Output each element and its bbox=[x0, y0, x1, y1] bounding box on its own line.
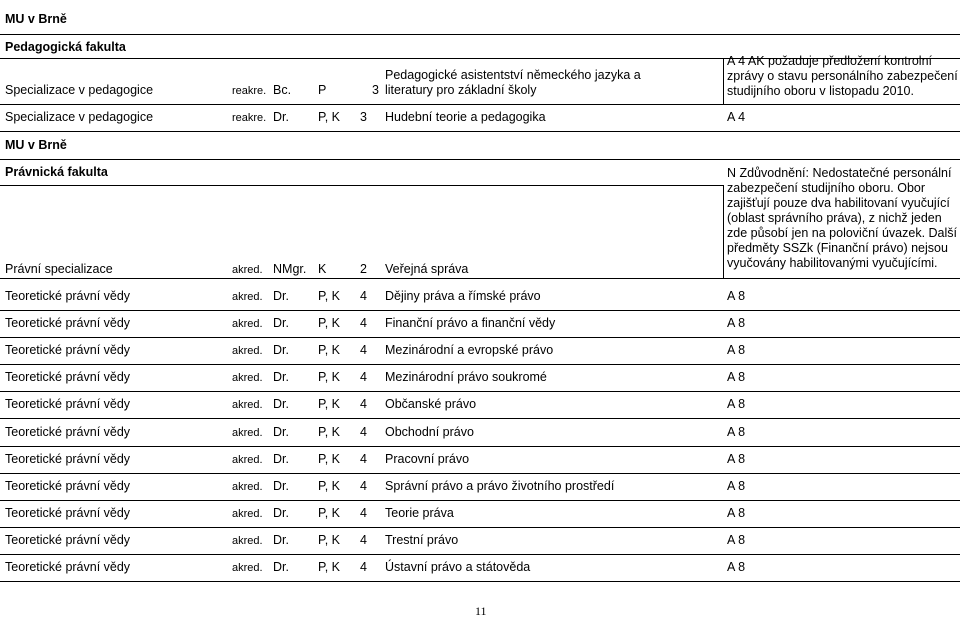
university-heading-1: MU v Brně bbox=[5, 12, 67, 26]
cell-level: Dr. bbox=[273, 479, 289, 493]
cell-program-line1: Pedagogické asistentství německého jazyka a bbox=[385, 68, 641, 82]
cell-years: 4 bbox=[360, 289, 367, 303]
cell-years: 4 bbox=[360, 452, 367, 466]
cell-type: akred. bbox=[232, 427, 263, 439]
cell-years: 4 bbox=[360, 316, 367, 330]
university-heading-2: MU v Brně bbox=[5, 138, 67, 152]
cell-years: 4 bbox=[360, 397, 367, 411]
cell-type: akred. bbox=[232, 264, 263, 276]
note-line: (oblast správního práva), z nichž jeden bbox=[727, 211, 942, 225]
cell-type: akred. bbox=[232, 372, 263, 384]
faculty-heading-pedagogicka: Pedagogická fakulta bbox=[5, 40, 126, 54]
divider bbox=[0, 337, 960, 338]
cell-years: 4 bbox=[360, 479, 367, 493]
cell-years: 4 bbox=[360, 506, 367, 520]
note-line: vyučovány habilitovanými vyučujícími. bbox=[727, 256, 938, 270]
divider bbox=[0, 391, 960, 392]
cell-program: Hudební teorie a pedagogika bbox=[385, 110, 546, 124]
cell-type: akred. bbox=[232, 291, 263, 303]
cell-type: akred. bbox=[232, 562, 263, 574]
note-line: N Zdůvodnění: Nedostatečné personální bbox=[727, 166, 952, 180]
divider bbox=[0, 418, 960, 419]
cell-form: P, K bbox=[318, 560, 341, 574]
page-number: 11 bbox=[475, 604, 487, 618]
cell-program: Trestní právo bbox=[385, 533, 459, 547]
cell-spec: Teoretické právní vědy bbox=[5, 343, 131, 357]
cell-type: reakre. bbox=[232, 112, 267, 124]
cell-type: akred. bbox=[232, 535, 263, 547]
divider bbox=[0, 527, 960, 528]
cell-program-line2: literatury pro základní školy bbox=[385, 83, 537, 97]
cell-program: Veřejná správa bbox=[385, 262, 469, 276]
cell-level: NMgr. bbox=[273, 262, 307, 276]
cell-type: akred. bbox=[232, 454, 263, 466]
cell-note: A 8 bbox=[727, 452, 746, 466]
cell-program: Dějiny práva a římské právo bbox=[385, 289, 541, 303]
cell-spec: Specializace v pedagogice bbox=[5, 83, 154, 97]
cell-form: P, K bbox=[318, 397, 341, 411]
cell-note: A 8 bbox=[727, 316, 746, 330]
cell-spec: Specializace v pedagogice bbox=[5, 110, 154, 124]
cell-program: Obchodní právo bbox=[385, 425, 474, 439]
column-divider bbox=[723, 58, 724, 104]
cell-spec: Teoretické právní vědy bbox=[5, 289, 131, 303]
cell-spec: Právní specializace bbox=[5, 262, 113, 276]
cell-years: 4 bbox=[360, 370, 367, 384]
cell-spec: Teoretické právní vědy bbox=[5, 425, 131, 439]
divider bbox=[0, 310, 960, 311]
cell-type: akred. bbox=[232, 481, 263, 493]
cell-level: Dr. bbox=[273, 110, 289, 124]
cell-level: Dr. bbox=[273, 370, 289, 384]
cell-spec: Teoretické právní vědy bbox=[5, 397, 131, 411]
cell-note: A 8 bbox=[727, 506, 746, 520]
cell-form: P, K bbox=[318, 289, 341, 303]
cell-note-line1: A 4 AK požaduje předložení kontrolní bbox=[727, 54, 933, 68]
note-line: zde působí jen na poloviční úvazek. Další bbox=[727, 226, 957, 240]
cell-note: A 8 bbox=[727, 289, 746, 303]
divider bbox=[0, 159, 960, 160]
cell-note: A 8 bbox=[727, 397, 746, 411]
cell-level: Bc. bbox=[273, 83, 292, 97]
note-line: předměty SSZk (Finanční právo) nejsou bbox=[727, 241, 948, 255]
cell-type: akred. bbox=[232, 318, 263, 330]
cell-spec: Teoretické právní vědy bbox=[5, 506, 131, 520]
divider bbox=[0, 446, 960, 447]
cell-note: A 8 bbox=[727, 343, 746, 357]
divider bbox=[0, 131, 960, 132]
cell-level: Dr. bbox=[273, 506, 289, 520]
cell-form: P, K bbox=[318, 506, 341, 520]
divider bbox=[0, 500, 960, 501]
divider bbox=[0, 473, 960, 474]
cell-level: Dr. bbox=[273, 289, 289, 303]
cell-note: A 8 bbox=[727, 560, 746, 574]
cell-spec: Teoretické právní vědy bbox=[5, 370, 131, 384]
cell-type: akred. bbox=[232, 508, 263, 520]
cell-spec: Teoretické právní vědy bbox=[5, 479, 131, 493]
note-line: zabezpečení studijního oboru. Obor bbox=[727, 181, 926, 195]
cell-years: 4 bbox=[360, 533, 367, 547]
cell-form: P, K bbox=[318, 452, 341, 466]
cell-program: Mezinárodní a evropské právo bbox=[385, 343, 554, 357]
cell-form: P, K bbox=[318, 110, 341, 124]
cell-spec: Teoretické právní vědy bbox=[5, 452, 131, 466]
cell-program: Ústavní právo a státověda bbox=[385, 560, 531, 574]
cell-type: akred. bbox=[232, 399, 263, 411]
cell-note: A 8 bbox=[727, 479, 746, 493]
cell-form: P, K bbox=[318, 343, 341, 357]
divider bbox=[0, 364, 960, 365]
column-divider bbox=[723, 185, 724, 278]
cell-level: Dr. bbox=[273, 425, 289, 439]
cell-years: 3 bbox=[372, 83, 379, 97]
cell-level: Dr. bbox=[273, 452, 289, 466]
cell-program: Správní právo a právo životního prostředí bbox=[385, 479, 615, 493]
divider bbox=[0, 34, 960, 35]
cell-note: A 8 bbox=[727, 370, 746, 384]
cell-spec: Teoretické právní vědy bbox=[5, 560, 131, 574]
cell-program: Mezinárodní právo soukromé bbox=[385, 370, 547, 384]
cell-years: 3 bbox=[360, 110, 367, 124]
cell-form: P bbox=[318, 83, 327, 97]
cell-spec: Teoretické právní vědy bbox=[5, 316, 131, 330]
cell-level: Dr. bbox=[273, 343, 289, 357]
cell-form: P, K bbox=[318, 479, 341, 493]
cell-level: Dr. bbox=[273, 316, 289, 330]
cell-program: Občanské právo bbox=[385, 397, 477, 411]
cell-spec: Teoretické právní vědy bbox=[5, 533, 131, 547]
cell-years: 4 bbox=[360, 425, 367, 439]
cell-type: akred. bbox=[232, 345, 263, 357]
cell-note-line2: zprávy o stavu personálního zabezpečení bbox=[727, 69, 958, 83]
cell-note: A 8 bbox=[727, 533, 746, 547]
cell-form: P, K bbox=[318, 533, 341, 547]
cell-level: Dr. bbox=[273, 397, 289, 411]
cell-years: 4 bbox=[360, 343, 367, 357]
cell-years: 2 bbox=[360, 262, 367, 276]
cell-years: 4 bbox=[360, 560, 367, 574]
cell-note-line3: studijního oboru v listopadu 2010. bbox=[727, 84, 914, 98]
cell-type: reakre. bbox=[232, 85, 267, 97]
cell-program: Teorie práva bbox=[385, 506, 454, 520]
faculty-heading-pravnicka: Právnická fakulta bbox=[5, 165, 108, 179]
divider bbox=[0, 104, 960, 105]
divider bbox=[0, 185, 723, 186]
cell-level: Dr. bbox=[273, 533, 289, 547]
cell-level: Dr. bbox=[273, 560, 289, 574]
cell-program: Finanční právo a finanční vědy bbox=[385, 316, 556, 330]
cell-form: P, K bbox=[318, 425, 341, 439]
cell-note: A 4 bbox=[727, 110, 746, 124]
cell-note: A 8 bbox=[727, 425, 746, 439]
divider bbox=[0, 581, 960, 582]
divider bbox=[0, 278, 960, 279]
divider bbox=[0, 554, 960, 555]
cell-form: P, K bbox=[318, 370, 341, 384]
note-line: zajišťují pouze dva habilitovaní vyučující bbox=[727, 196, 950, 210]
cell-form: K bbox=[318, 262, 327, 276]
cell-program: Pracovní právo bbox=[385, 452, 470, 466]
cell-form: P, K bbox=[318, 316, 341, 330]
